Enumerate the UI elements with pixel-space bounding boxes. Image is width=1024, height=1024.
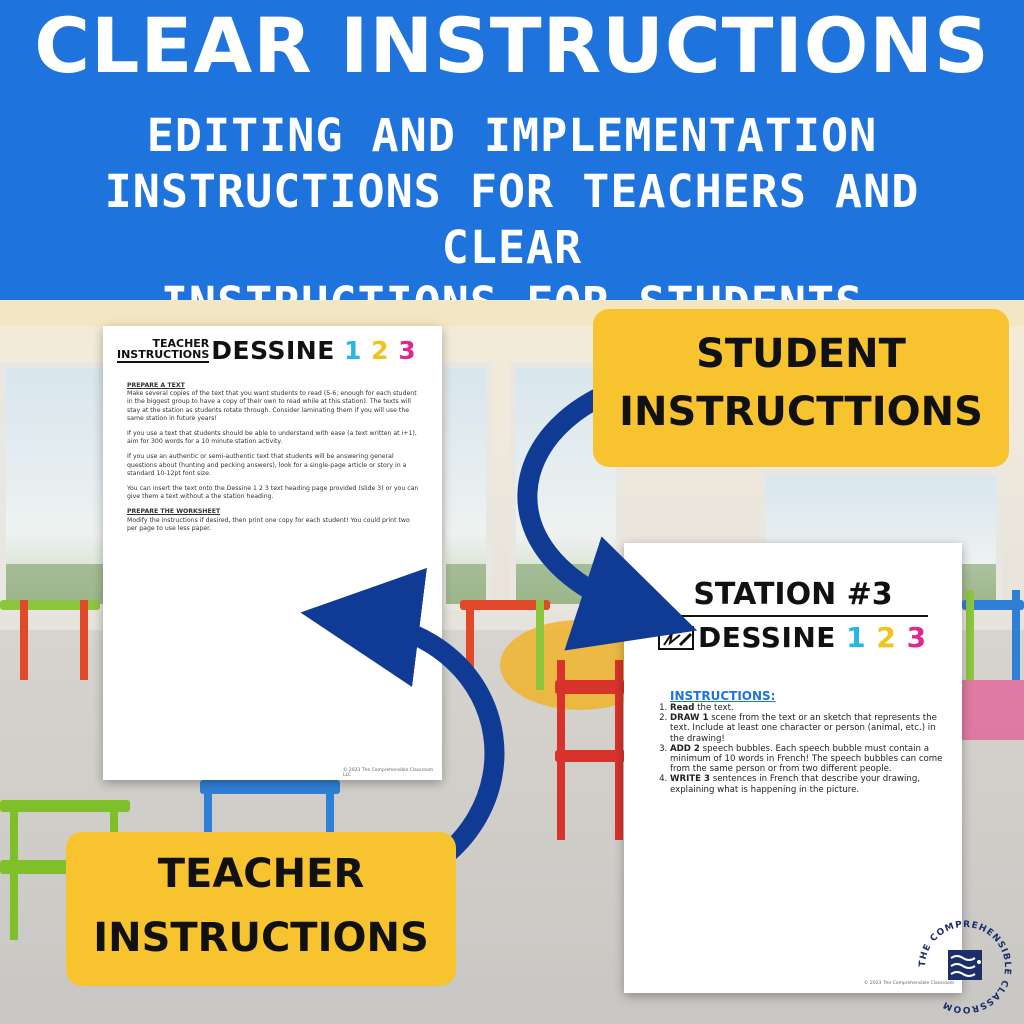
- student-instructions-label: [593, 309, 1009, 467]
- blue-chair-front: [200, 780, 340, 840]
- paragraph: Make several copies of the text that you want students to read (5-6; enough for each student in the biggest group to have a copy of their own to read while at this station). The texts will stay at the station as students rotate through. Consider laminating them if you will use the same station in future years!: [127, 390, 417, 422]
- dessine-word: DESSINE: [211, 336, 335, 365]
- chair-right-back: [962, 590, 1024, 680]
- comprehensible-classroom-logo: [910, 912, 1020, 1022]
- page-subtitle: [40, 108, 984, 332]
- teacher-doc-logo: [117, 336, 416, 365]
- teacher-instructions-document: [103, 326, 442, 780]
- subtitle-line-2: INSTRUCTIONS FOR TEACHERS AND CLEAR: [104, 165, 920, 274]
- instruction-step: 1. Read the text.: [670, 703, 950, 713]
- paragraph: Modify the instructions if desired, then print one copy for each student! You could print two per page to use less paper.: [127, 516, 410, 532]
- logo-number-1: 1: [846, 621, 867, 654]
- instruction-step: 2. DRAW 1 scene from the text or an sketch that represents the text. Include at least one character or person (animal, etc.) in the drawing!: [670, 713, 950, 744]
- teacher-label-line-2: INSTRUCTIONS: [117, 348, 210, 361]
- section-heading-prepare-text: PREPARE A TEXT: [127, 382, 185, 389]
- student-label-line-1: STUDENT: [696, 331, 906, 377]
- logo-number-3: 3: [906, 621, 927, 654]
- window-mid: [440, 362, 492, 610]
- student-label-line-2: INSTRUCTTIONS: [619, 389, 983, 435]
- student-doc-footer: © 2023 The Comprehensible Classroom: [864, 981, 955, 986]
- page-title: CLEAR INSTRUCTIONS: [34, 1, 990, 90]
- logo-number-2: 2: [371, 336, 390, 365]
- header-banner: [0, 0, 1024, 300]
- teacher-label-line-1: TEACHER: [157, 851, 365, 897]
- section-heading-prepare-worksheet: PREPARE THE WORKSHEET: [127, 508, 221, 516]
- subtitle-line-1: EDITING AND IMPLEMENTATION: [146, 109, 878, 162]
- instruction-step: 3. ADD 2 speech bubbles. Each speech bubble must contain a minimum of 10 words in French! The speech bubbles can come from the same person or from two different people.: [670, 744, 950, 775]
- paragraph: You can insert the text onto the Dessine 1 2 3 text heading page provided (slide 3) or you can give them a text without a the station heading.: [127, 485, 419, 501]
- instruction-step: 4. WRITE 3 sentences in French that describe your drawing, explaining what is happening in the picture.: [670, 774, 950, 794]
- station-title: STATION #3: [693, 577, 893, 612]
- pencil-drawing-icon: [658, 625, 696, 651]
- teacher-instructions-label: [66, 832, 456, 986]
- dessine-word: DESSINE: [698, 621, 836, 654]
- paragraph: If you use a text that students should be able to understand with ease (a text written at i+1), aim for 300 words for a 10 minute station activity.: [127, 430, 417, 446]
- chair-left-back: [0, 600, 100, 680]
- hopscotch-mat: [960, 680, 1024, 740]
- red-chair: [555, 660, 625, 840]
- station-title-underline: [656, 615, 928, 617]
- logo-number-2: 2: [876, 621, 897, 654]
- teacher-doc-footer: © 2023 The Comprehensible Classroom LLC: [343, 768, 434, 778]
- instruction-steps-list: [654, 703, 950, 795]
- logo-number-1: 1: [344, 336, 362, 365]
- dessine-logo: [211, 336, 416, 365]
- logo-number-3: 3: [398, 336, 417, 365]
- teacher-doc-body: [127, 382, 422, 540]
- instructions-heading: INSTRUCTIONS:: [670, 689, 776, 703]
- paragraph: If you use an authentic or semi-authentic text that students will be answering general questions about (hunting and pecking answers), look for a single-page article or story in a standard 10-12pt font size.: [127, 453, 407, 477]
- teacher-instructions-label: [117, 338, 209, 363]
- teacher-label-line-1: TEACHER: [152, 337, 210, 350]
- teacher-label-line-2: INSTRUCTIONS: [93, 915, 429, 961]
- dessine-logo: [698, 621, 927, 654]
- brand-text: THE COMPREHENSIBLE CLASSROOM: [917, 919, 1013, 1015]
- student-doc-logo: [658, 621, 927, 654]
- chair-center-back: [460, 600, 550, 690]
